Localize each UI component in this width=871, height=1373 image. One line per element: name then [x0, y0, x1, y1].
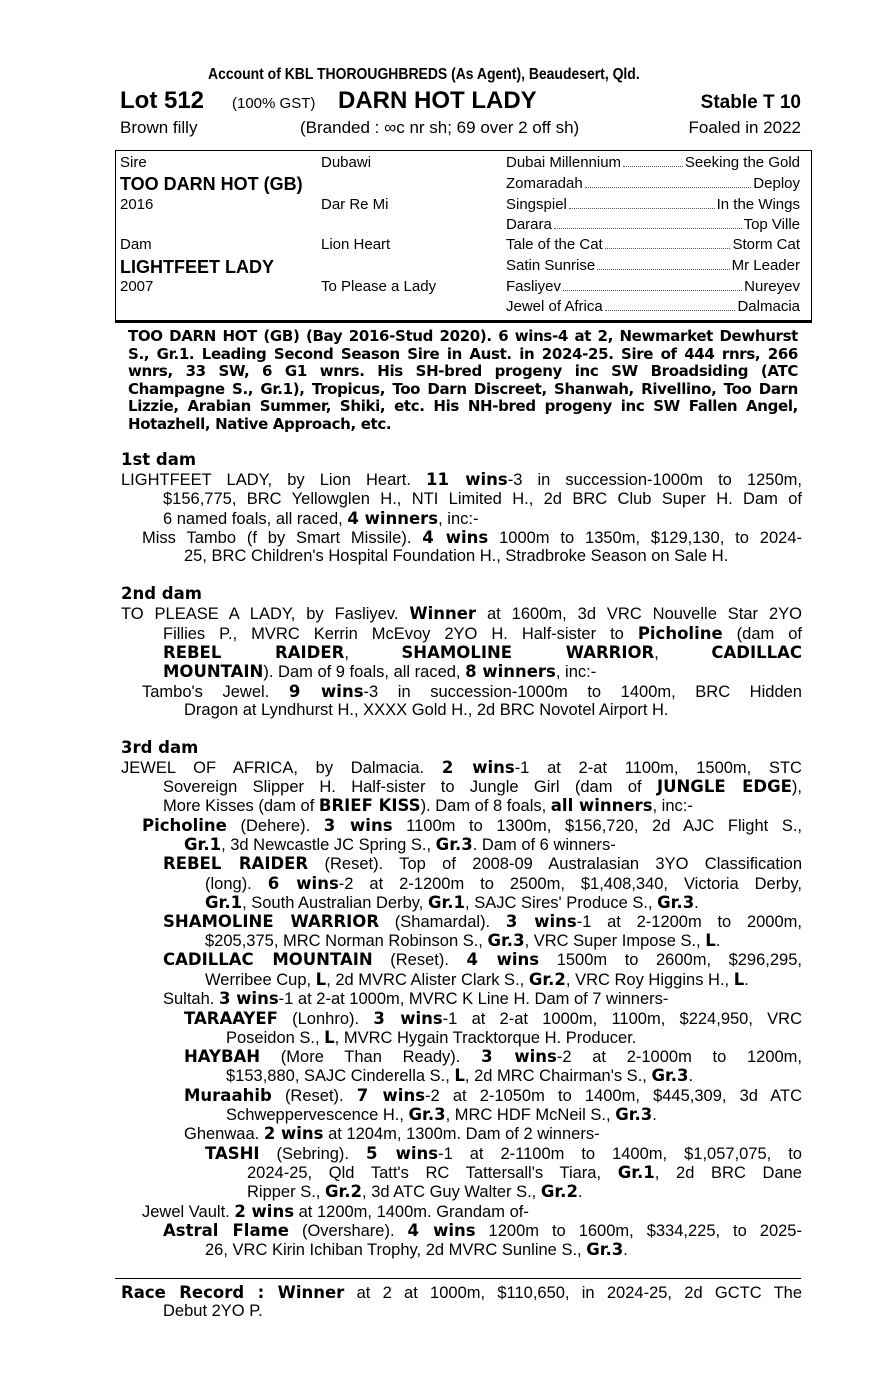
- lot-number: Lot 512: [120, 87, 205, 114]
- dam-name: LIGHTFEET LADY: [120, 257, 274, 277]
- grandparents-row: Darara Top Ville: [506, 216, 800, 233]
- pedigree-line: Ripper S., Gr.2, 3d ATC Guy Walter S., Gr.2.: [247, 1182, 583, 1201]
- pedigree-line: Sovereign Slipper H. Half-sister to Jungle Girl (dam of JUNGLE EDGE),: [163, 777, 802, 796]
- pedigree-line: LIGHTFEET LADY, by Lion Heart. 11 wins-3 in succession-1000m to 1250m,: [121, 470, 802, 489]
- gst-note: (100% GST): [232, 95, 316, 112]
- grandparents-row: Zomaradah Deploy: [506, 175, 800, 192]
- pedigree-line: REBEL RAIDER, SHAMOLINE WARRIOR, CADILLAC: [163, 643, 802, 662]
- pedigree-line: SHAMOLINE WARRIOR (Shamardal). 3 wins-1 at 2-1200m to 2000m,: [163, 912, 802, 931]
- stable-number: Stable T 10: [700, 92, 801, 113]
- dam-sire: Lion Heart: [321, 236, 391, 253]
- pedigree-line: (long). 6 wins-2 at 2-1200m to 2500m, $1,408,340, Victoria Derby,: [205, 874, 802, 893]
- grandparents-row: Dubai Millennium Seeking the Gold: [506, 154, 800, 171]
- grandparents-row: Jewel of Africa Dalmacia: [506, 298, 800, 315]
- pedigree-line: $153,880, SAJC Cinderella S., L, 2d MRC Chairman's S., Gr.3.: [226, 1066, 694, 1085]
- race-record-cont: Debut 2YO P.: [163, 1302, 263, 1320]
- horse-name: DARN HOT LADY: [338, 87, 537, 114]
- pedigree-line: Astral Flame (Overshare). 4 wins 1200m to 1600m, $334,225, to 2025-: [163, 1221, 802, 1240]
- pedigree-line: HAYBAH (More Than Ready). 3 wins-2 at 2-1000m to 1200m,: [184, 1047, 802, 1066]
- sire-dam: Dar Re Mi: [321, 196, 389, 213]
- dam-label: Dam: [120, 236, 152, 253]
- grandparents-row: Satin Sunrise Mr Leader: [506, 257, 800, 274]
- pedigree-line: MOUNTAIN). Dam of 9 foals, all raced, 8 winners, inc:-: [163, 662, 597, 681]
- sire-year: 2016: [120, 196, 154, 213]
- pedigree-line: 2024-25, Qld Tatt's RC Tattersall's Tiara, Gr.1, 2d BRC Dane: [247, 1163, 802, 1182]
- pedigree-line: JEWEL OF AFRICA, by Dalmacia. 2 wins-1 at 2-at 1100m, 1500m, STC: [121, 758, 802, 777]
- pedigree-line: Picholine (Dehere). 3 wins 1100m to 1300m, $156,720, 2d AJC Flight S.,: [142, 816, 802, 835]
- pedigree-line: Gr.1, 3d Newcastle JC Spring S., Gr.3. Dam of 6 winners-: [184, 835, 616, 854]
- horse-description: Brown filly: [120, 118, 198, 137]
- pedigree-line: Sultah. 3 wins-1 at 2-at 1000m, MVRC K Line H. Dam of 7 winners-: [163, 989, 669, 1008]
- pedigree-line: CADILLAC MOUNTAIN (Reset). 4 wins 1500m to 2600m, $296,295,: [163, 950, 802, 969]
- pedigree-line: TARAAYEF (Lonhro). 3 wins-1 at 2-at 1000m, 1100m, $224,950, VRC: [184, 1009, 802, 1028]
- pedigree-line: Muraahib (Reset). 7 wins-2 at 2-1050m to 1400m, $445,309, 3d ATC: [184, 1086, 802, 1105]
- pedigree-line: Dragon at Lyndhurst H., XXXX Gold H., 2d BRC Novotel Airport H.: [184, 701, 669, 719]
- first-dam-heading: 1st dam: [121, 450, 197, 469]
- sire-summary: TOO DARN HOT (GB) (Bay 2016-Stud 2020). 6 wins-4 at 2, Newmarket Dewhurst S., Gr.1. Leading Second Season Sire in Aust. in 2024-25. Sire of 444 rnrs, 266 wnrs, 33 SW, 6 G1 wnrs. His SH-bred progeny inc SW Broadsiding (ATC Champagne S., Gr.1), Tropicus, Too Darn Discreet, Shanwah, Rivellino, Too Darn Lizzie, Arabian Summer, Shiki, etc. His NH-bred progeny inc SW Fallen Angel, Hotazhell, Native Approach, etc.: [128, 327, 798, 433]
- pedigree-line: More Kisses (dam of BRIEF KISS). Dam of 8 foals, all winners, inc:-: [163, 796, 693, 815]
- grandparents-row: Tale of the Cat Storm Cat: [506, 236, 800, 253]
- pedigree-line: Schweppervescence H., Gr.3, MRC HDF McNeil S., Gr.3.: [226, 1105, 657, 1124]
- pedigree-line: REBEL RAIDER (Reset). Top of 2008-09 Australasian 3YO Classification: [163, 854, 802, 873]
- dam-year: 2007: [120, 278, 154, 295]
- pedigree-line: Jewel Vault. 2 wins at 1200m, 1400m. Grandam of-: [142, 1202, 529, 1221]
- pedigree-line: Ghenwaa. 2 wins at 1204m, 1300m. Dam of 2 winners-: [184, 1124, 600, 1143]
- dam-dam: To Please a Lady: [321, 278, 437, 295]
- vendor-line: Account of KBL THOROUGHBREDS (As Agent), Beaudesert, Qld.: [208, 66, 640, 83]
- pedigree-line: Gr.1, South Australian Derby, Gr.1, SAJC Sires' Produce S., Gr.3.: [205, 893, 699, 912]
- pedigree-table: [115, 150, 812, 323]
- pedigree-line: 6 named foals, all raced, 4 winners, inc:-: [163, 509, 479, 528]
- foaled-year: Foaled in 2022: [688, 118, 801, 137]
- pedigree-line: $156,775, BRC Yellowglen H., NTI Limited H., 2d BRC Club Super H. Dam of: [163, 490, 802, 508]
- divider: [115, 1278, 801, 1279]
- sire-label: Sire: [120, 154, 147, 171]
- grandparents-row: Fasliyev Nureyev: [506, 278, 800, 295]
- third-dam-heading: 3rd dam: [121, 738, 199, 757]
- grandparents-row: Singspiel In the Wings: [506, 196, 800, 213]
- pedigree-line: 26, VRC Kirin Ichiban Trophy, 2d MVRC Sunline S., Gr.3.: [205, 1240, 628, 1259]
- sire-name: TOO DARN HOT (GB): [120, 174, 303, 194]
- pedigree-line: Miss Tambo (f by Smart Missile). 4 wins 1000m to 1350m, $129,130, to 2024-: [142, 528, 802, 547]
- sire-sire: Dubawi: [321, 154, 372, 171]
- second-dam-heading: 2nd dam: [121, 584, 202, 603]
- pedigree-line: Werribee Cup, L, 2d MVRC Alister Clark S., Gr.2, VRC Roy Higgins H., L.: [205, 970, 749, 989]
- brand-info: (Branded : ∞c nr sh; 69 over 2 off sh): [300, 118, 580, 137]
- pedigree-line: Poseidon S., L, MVRC Hygain Tracktorque H. Producer.: [226, 1028, 637, 1047]
- pedigree-line: TO PLEASE A LADY, by Fasliyev. Winner at 1600m, 3d VRC Nouvelle Star 2YO: [121, 604, 802, 623]
- pedigree-line: Fillies P., MVRC Kerrin McEvoy 2YO H. Half-sister to Picholine (dam of: [163, 624, 802, 643]
- pedigree-line: TASHI (Sebring). 5 wins-1 at 2-1100m to 1400m, $1,057,075, to: [205, 1144, 802, 1163]
- pedigree-line: Tambo's Jewel. 9 wins-3 in succession-1000m to 1400m, BRC Hidden: [142, 682, 802, 701]
- pedigree-line: $205,375, MRC Norman Robinson S., Gr.3, VRC Super Impose S., L.: [205, 931, 721, 950]
- pedigree-line: 25, BRC Children's Hospital Foundation H., Stradbroke Season on Sale H.: [184, 547, 729, 565]
- race-record: Race Record : Winner at 2 at 1000m, $110,650, in 2024-25, 2d GCTC The: [121, 1283, 803, 1302]
